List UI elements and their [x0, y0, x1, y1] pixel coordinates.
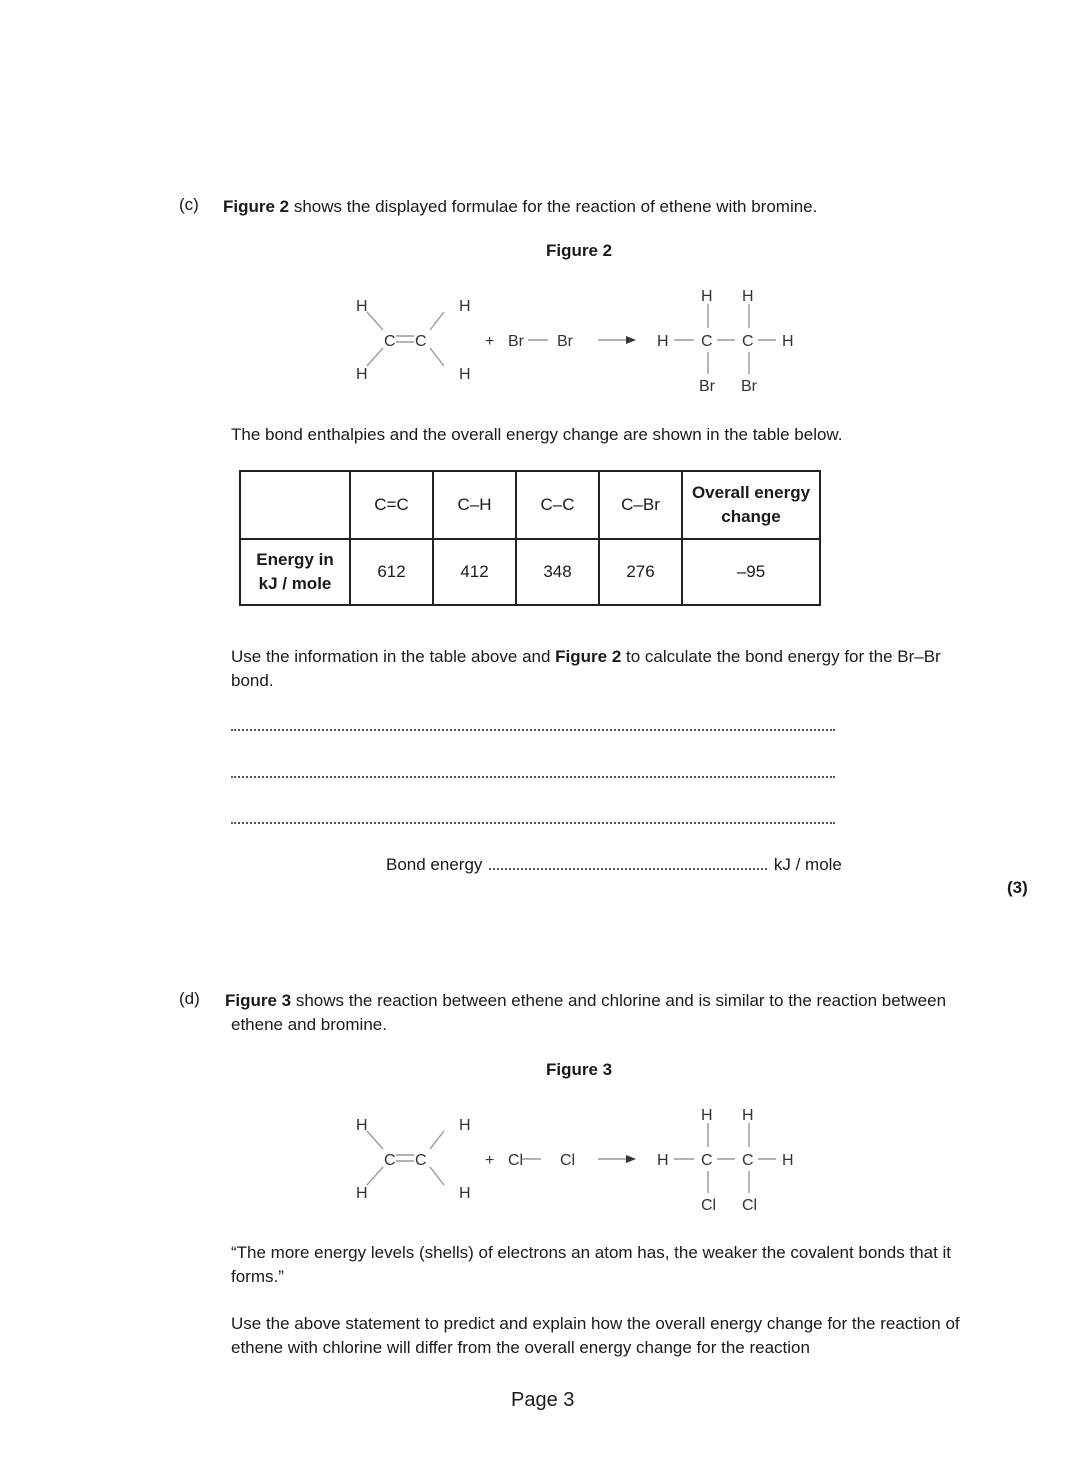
question-text: to calculate the bond energy for the Br–Br bond.	[231, 647, 941, 690]
table-header-cell: C–H	[433, 471, 516, 539]
bond-energy-input-line[interactable]	[489, 864, 767, 870]
part-c-label: (c)	[179, 195, 199, 214]
atom-c: C	[384, 1152, 396, 1169]
atom-h: H	[459, 1117, 471, 1134]
table-header-cell: C–Br	[599, 471, 682, 539]
substituent-atom: Cl	[742, 1197, 758, 1214]
statement-quote: “The more energy levels (shells) of electrons an atom has, the weaker the covalent bonds that it forms.”	[231, 1243, 952, 1286]
table-corner-cell	[240, 471, 350, 539]
bond-enthalpy-table	[239, 470, 821, 606]
table-row-label: Energy in kJ / mole	[240, 539, 350, 605]
atom-h: H	[356, 298, 368, 315]
reagent-atom: Cl	[508, 1152, 524, 1169]
table-cell: 276	[599, 539, 682, 605]
atom-h: H	[742, 1107, 754, 1124]
reagent-atom: Br	[557, 333, 573, 350]
figure-2-reference: Figure 2	[555, 647, 622, 666]
part-c-intro	[223, 195, 1023, 219]
atom-h: H	[356, 1117, 368, 1134]
table-intro: The bond enthalpies and the overall energy change are shown in the table below.	[231, 425, 843, 444]
page-number: Page 3	[511, 1389, 575, 1411]
part-d-label: (d)	[179, 989, 200, 1008]
atom-c: C	[415, 1152, 427, 1169]
atom-h: H	[459, 298, 471, 315]
answer-line[interactable]	[231, 729, 835, 731]
plus-sign: +	[485, 333, 495, 350]
substituent-atom: Cl	[701, 1197, 717, 1214]
atom-c: C	[742, 333, 754, 350]
part-c-question	[231, 645, 961, 693]
part-d-question: Use the above statement to predict and explain how the overall energy change for the reaction of ethene with chlorine will differ from the overall energy change for the reaction	[231, 1314, 960, 1357]
bond-energy-answer	[386, 853, 842, 877]
plus-sign: +	[485, 1152, 495, 1169]
atom-h: H	[459, 366, 471, 383]
atom-h: H	[782, 333, 794, 350]
atom-c: C	[384, 333, 396, 350]
answer-line[interactable]	[231, 822, 835, 824]
atom-h: H	[657, 333, 669, 350]
reagent-atom: Cl	[560, 1152, 576, 1169]
bond-energy-label: Bond energy	[386, 855, 483, 874]
table-cell: 412	[433, 539, 516, 605]
atom-h: H	[701, 288, 713, 305]
part-d-intro	[225, 989, 951, 1037]
atom-h: H	[356, 366, 368, 383]
figure-3-reference: Figure 3	[225, 991, 292, 1010]
figure-2-reference: Figure 2	[223, 197, 290, 216]
table-cell: 612	[350, 539, 433, 605]
table-header-row	[240, 471, 820, 539]
figure-3-equation	[340, 1099, 820, 1219]
bond-energy-unit: kJ / mole	[773, 855, 842, 874]
table-cell: –95	[682, 539, 820, 605]
table-header-cell: Overall energy change	[682, 471, 820, 539]
figure-2-equation	[340, 280, 820, 400]
table-header-cell: C=C	[350, 471, 433, 539]
atom-h: H	[657, 1152, 669, 1169]
figure-3-title: Figure 3	[546, 1060, 613, 1079]
answer-line[interactable]	[231, 776, 835, 778]
atom-h: H	[701, 1107, 713, 1124]
question-text: Use the information in the table above and	[231, 647, 556, 666]
table-header-cell: C–C	[516, 471, 599, 539]
atom-h: H	[459, 1185, 471, 1202]
atom-c: C	[742, 1152, 754, 1169]
table-cell: 348	[516, 539, 599, 605]
marks-badge: (3)	[1007, 878, 1028, 897]
atom-c: C	[701, 1152, 713, 1169]
part-c-intro-text: shows the displayed formulae for the reaction of ethene with bromine.	[289, 197, 818, 216]
table-row	[240, 539, 820, 605]
reagent-atom: Br	[508, 333, 524, 350]
substituent-atom: Br	[699, 378, 715, 395]
atom-h: H	[782, 1152, 794, 1169]
part-d-intro-text: shows the reaction between ethene and chlorine and is similar to the reaction between ethene and bromine.	[231, 991, 947, 1034]
atom-h: H	[356, 1185, 368, 1202]
figure-2-title: Figure 2	[546, 241, 613, 260]
substituent-atom: Br	[741, 378, 757, 395]
atom-c: C	[415, 333, 427, 350]
atom-c: C	[701, 333, 713, 350]
atom-h: H	[742, 288, 754, 305]
